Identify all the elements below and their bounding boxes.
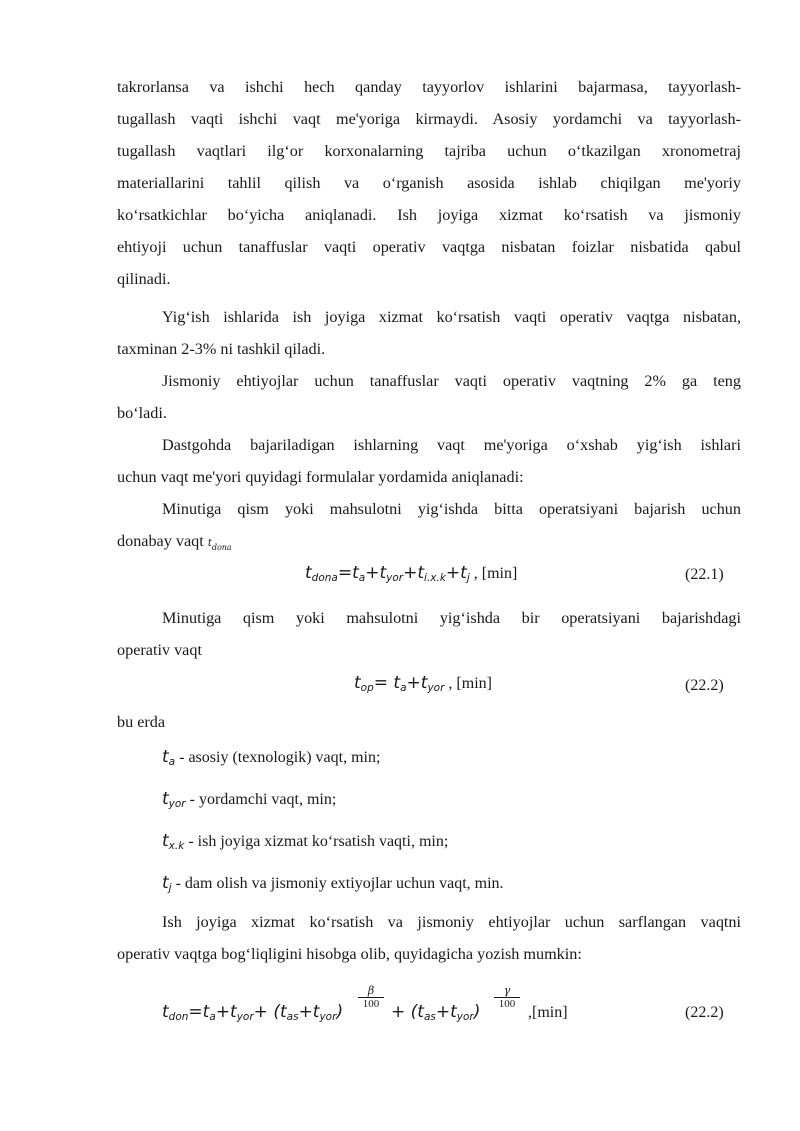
paragraph-6 — [117, 602, 741, 666]
text-line: operativ vaqt — [117, 641, 202, 659]
text-line: Minutiga qism yoki mahsulotni yig‘ishda bitta operatsiyani bajarish uchun — [162, 500, 741, 518]
paragraph-5 — [117, 493, 741, 564]
formula-22-2b-part2: + $(t_{as}+t_{yor})$ — [391, 1002, 481, 1023]
text-line: bo‘ladi. — [117, 404, 167, 422]
formula-number: (22.1) — [685, 566, 724, 583]
text-line: ehtiyoji uchun tanaffuslar vaqti operativ vaqtga nisbatan foizlar nisbatida qabul — [117, 238, 741, 256]
formula-22-1: $t_{dona}=t_a+t_{yor}+t_{i.x.k}+t_j$ , [min] — [305, 563, 518, 584]
text-line: ko‘rsatkichlar bo‘yicha aniqlanadi. Ish joyiga xizmat ko‘rsatish va jismoniy — [117, 206, 741, 224]
formula-number: (22.2) — [685, 1004, 724, 1021]
paragraph-4 — [117, 429, 741, 493]
text-line: qilinadi. — [117, 270, 171, 288]
text-span: donabay vaqt — [117, 532, 208, 550]
text-line: operativ vaqtga bog‘liqligini hisobga olib, quyidagicha yozish mumkin: — [117, 945, 582, 963]
paragraph-1 — [117, 71, 741, 295]
paragraph-2 — [117, 301, 741, 365]
text-line: materiallarini tahlil qilish va o‘rganish asosida ishlab chiqilgan me'yoriy — [117, 174, 741, 192]
paragraph-3 — [117, 365, 741, 429]
text-line: Ish joyiga xizmat ko‘rsatish va jismoniy ehtiyojlar uchun sarflangan vaqtni — [162, 913, 741, 931]
text-line: Yig‘ish ishlarida ish joyiga xizmat ko‘rsatish vaqti operativ vaqtga nisbatan, — [162, 308, 741, 326]
formula-number: (22.2) — [685, 677, 724, 694]
formula-22-2b: $t_{don}=t_a+t_{yor}+ (t_{as}+t_{yor})$ — [162, 1002, 344, 1023]
formula-22-2: $t_{op}= t_a+t_{yor}$ , [min] — [354, 673, 492, 694]
text-line: tugallash vaqti ishchi vaqt me'yoriga kirmaydi. Asosiy yordamchi va tayyorlash- — [117, 110, 741, 128]
fraction-beta — [358, 984, 384, 1010]
var-sub: dona — [211, 543, 232, 553]
fraction-numerator: γ — [503, 984, 511, 997]
text-line: Jismoniy ehtiyojlar uchun tanaffuslar vaqti operativ vaqtning 2% ga teng — [162, 372, 741, 390]
definition-tyor: $t_{yor}$ - yordamchi vaqt, min; — [162, 789, 337, 810]
definition-ta: $t_a$ - asosiy (texnologik) vaqt, min; — [162, 747, 381, 768]
text-line: Dastgohda bajariladigan ishlarning vaqt me'yoriga o‘xshab yig‘ish ishlari — [162, 436, 741, 454]
text-line — [117, 525, 741, 564]
definition-tj: $t_j$ - dam olish va jismoniy extiyojlar uchun vaqt, min. — [162, 873, 504, 894]
text-line: tugallash vaqtlari ilg‘or korxonalarning tajriba uchun o‘tkazilgan xronometraj — [117, 142, 741, 160]
fraction-gamma — [494, 984, 520, 1010]
fraction-numerator: β — [367, 984, 375, 997]
text-line: takrorlansa va ishchi hech qanday tayyorlov ishlarini bajarmasa, tayyorlash- — [117, 78, 741, 96]
fraction-denominator: 100 — [498, 998, 516, 1010]
text-line: taxminan 2-3% ni tashkil qiladi. — [117, 340, 326, 358]
definition-txk: $t_{x.k}$ - ish joyiga xizmat ko‘rsatish vaqti, min; — [162, 831, 449, 852]
paragraph-7 — [117, 906, 741, 970]
formula-unit: ,[min] — [528, 1004, 568, 1021]
bu-erda-label: bu erda — [117, 713, 166, 731]
text-line: uchun vaqt me'yori quyidagi formulalar yordamida aniqlanadi: — [117, 468, 524, 486]
text-line: Minutiga qism yoki mahsulotni yig‘ishda bir operatsiyani bajarishdagi — [162, 609, 741, 627]
var-t: t — [207, 538, 212, 549]
fraction-denominator: 100 — [362, 998, 380, 1010]
